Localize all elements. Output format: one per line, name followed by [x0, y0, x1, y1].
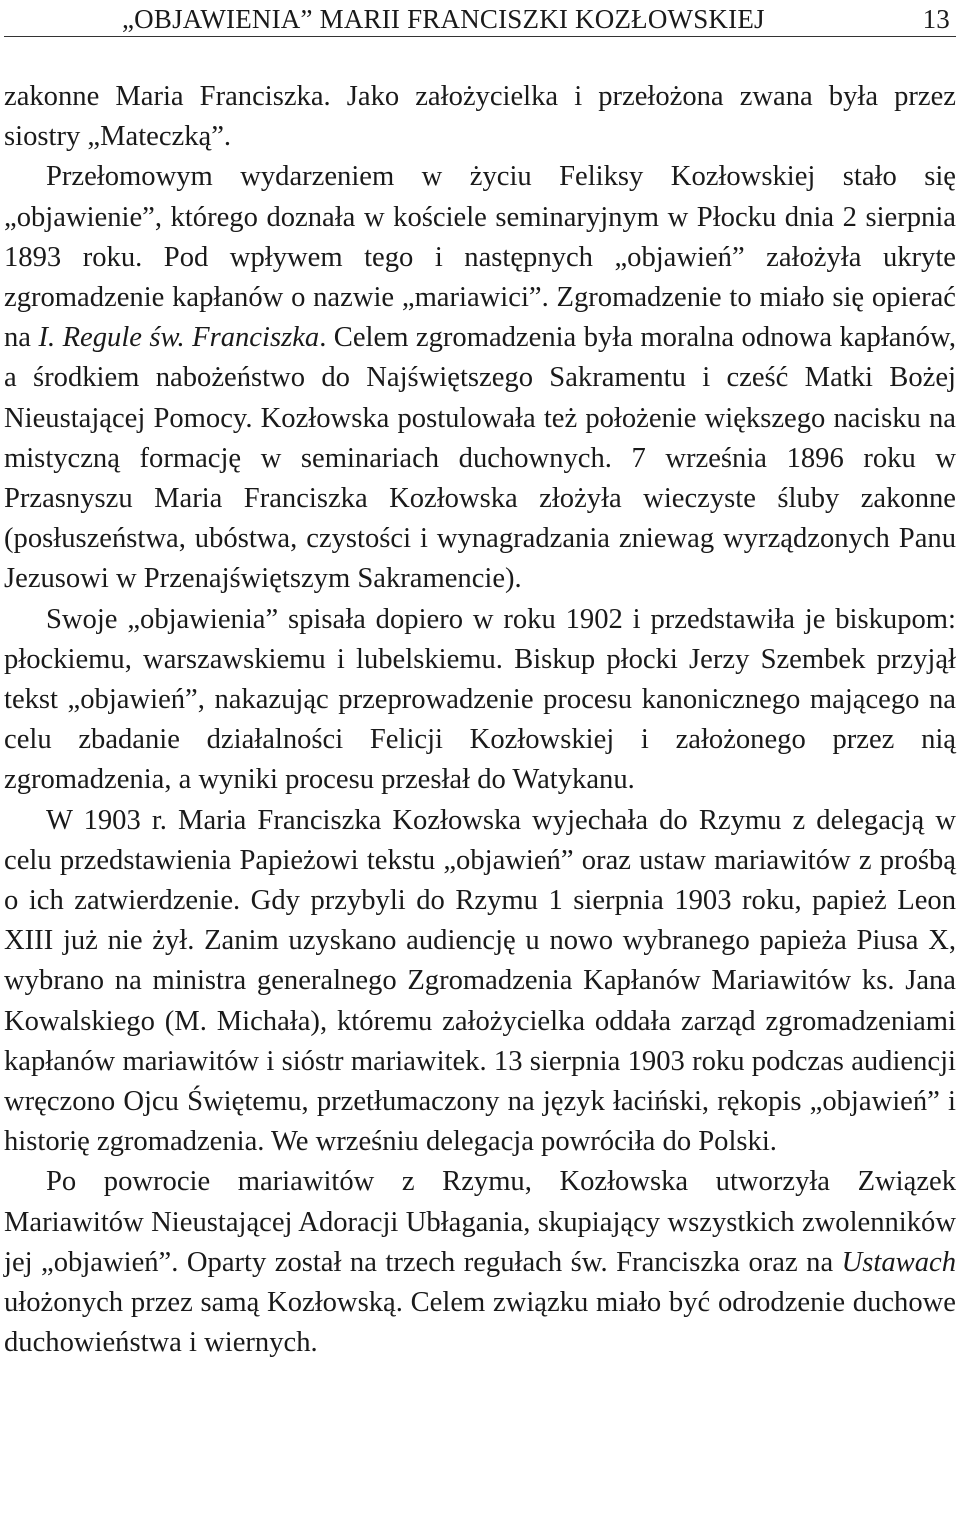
- italic-title: Ustawach: [841, 1246, 956, 1278]
- text-run: Po powrocie mariawitów z Rzymu, Kozłowska utworzyła Związek Mariawitów Nieustającej Adoracji Ubłagania, skupiający wszystkich zwolenników jej „objawień”. Oparty został na trzech regułach św. Franciszka oraz na: [4, 1166, 956, 1278]
- text-run: . Celem zgromadzenia była moralna odnowa kapłanów, a środkiem nabożeństwo do Najświętszego Sakramentu i cześć Matki Bożej Nieustającej Pomocy. Kozłowska postulowała też położenie większego nacisku na mistyczną formację w seminariach duchownych. 7 września 1896 roku w Przasnyszu Maria Franciszka Kozłowska złożyła wieczyste śluby zakonne (posłuszeństwa, ubóstwa, czystości i wynagradzania zniewag wyrządzonych Panu Jezusowi w Przenajświętszym Sakramencie).: [4, 322, 956, 595]
- paragraph: [4, 1162, 956, 1363]
- paragraph: [4, 600, 956, 801]
- running-head: [4, 2, 956, 37]
- book-page: [0, 2, 960, 1527]
- italic-title: I. Regule św. Franciszka: [38, 322, 320, 354]
- text-run: W 1903 r. Maria Franciszka Kozłowska wyjechała do Rzymu z delegacją w celu przedstawienia Papieżowi tekstu „objawień” oraz ustaw mariawitów z prośbą o ich zatwierdzenie. Gdy przybyli do Rzymu 1 sierpnia 1903 roku, papież Leon XIII już nie żył. Zanim uzyskano audiencję u nowo wybranego papieża Piusa X, wybrano na ministra generalnego Zgromadzenia Kapłanów Mariawitów ks. Jana Kowalskiego (M. Michała), któremu założycielka oddała zarząd zgromadzeniami kapłanów mariawitów i sióstr mariawitek. 13 sierpnia 1903 roku podczas audiencji wręczono Ojcu Świętemu, przetłumaczony na język łaciński, rękopis „objawień” i historię zgromadzenia. We wrześniu delegacja powróciła do Polski.: [4, 804, 956, 1158]
- paragraph: [4, 801, 956, 1163]
- page-number: 13: [922, 3, 950, 34]
- text-run: ułożonych przez samą Kozłowską. Celem związku miało być odrodzenie duchowe duchowieństwa i wiernych.: [4, 1287, 956, 1359]
- paragraph: [4, 157, 956, 599]
- running-head-title: „OBJAWIENIA” MARII FRANCISZKI KOZŁOWSKIEJ: [122, 3, 765, 34]
- text-run: Swoje „objawienia” spisała dopiero w roku 1902 i przedstawiła je biskupom: płockiemu, warszawskiemu i lubelskiemu. Biskup płocki Jerzy Szembek przyjął tekst „objawień”, nakazując przeprowadzenie procesu kanonicznego mającego na celu zbadanie działalności Felicji Kozłowskiej i założonego przez nią zgromadzenia, a wyniki procesu przesłał do Watykanu.: [4, 603, 956, 796]
- text-run: Przełomowym wydarzeniem w życiu Feliksy Kozłowskiej stało się „objawienie”, którego doznała w kościele seminaryjnym w Płocku dnia 2 sierpnia 1893 roku. Pod wpływem tego i następnych „objawień” założyła ukryte zgromadzenie kapłanów o nazwie „mariawici”. Zgromadzenie to miało się opierać na: [4, 161, 956, 354]
- text-run: zakonne Maria Franciszka. Jako założycielka i przełożona zwana była przez siostry „Mateczką”.: [4, 81, 956, 153]
- paragraph-continuation: [4, 77, 956, 157]
- body-text: [4, 77, 956, 1364]
